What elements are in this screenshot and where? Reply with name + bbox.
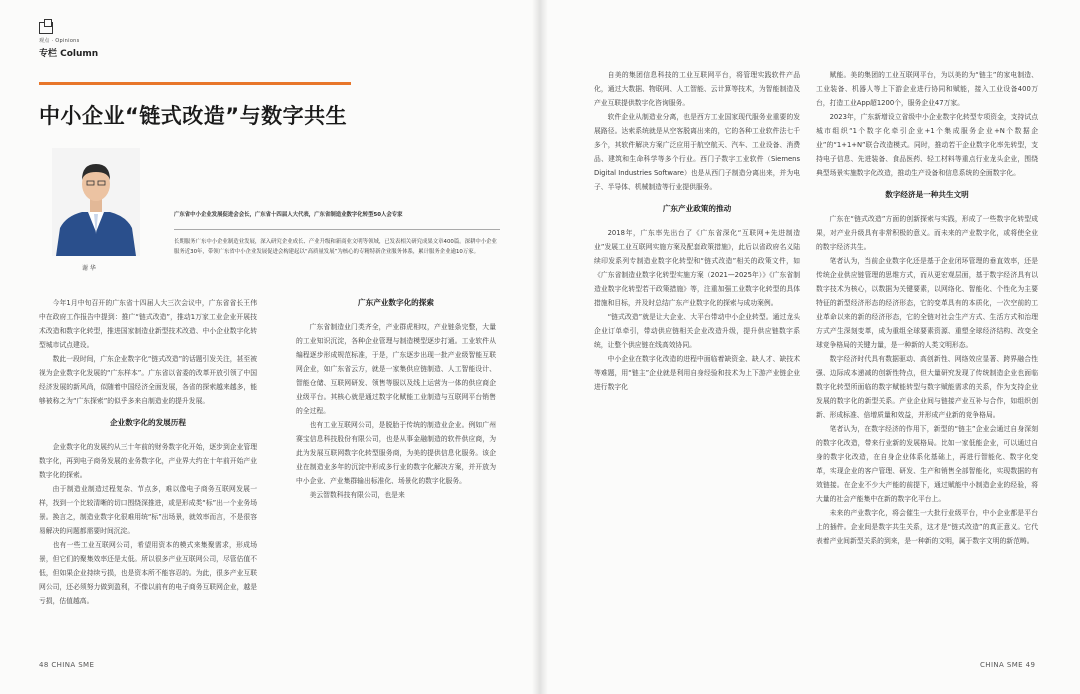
paragraph: 未来的产业数字化，将会催生一大批行业级平台，中小企业都是平台上的插件。企业间是数字共生关系，这才是“链式改造”的真正意义。它代表着产业间新型关系的到来，是一种新的文明，属于数字文明的新范畴。 [816, 509, 1038, 545]
column-4 [816, 68, 1038, 656]
paragraph: 也有工业互联网公司，是脱胎于传统的制造业企业。例如广州赛宝信息科技股份有限公司，也是从事金融制造的软件供应商，为此为发展互联网数字化转型服务商，为美的提供信息化服务。该企业在制造业多年的沉淀中形成多行业的数字化解决方案，并开放为中小企业、产业集群输出标准化、场景化的数字化服务。 [296, 421, 496, 485]
paragraph: 数字经济时代具有数据驱动、高创新性、网络效应显著、跨界融合性强、边际成本递减的创新性特点，但大量研究发现了传统制造企业也面临数字化转型所面临的数字赋能转型与数字赋能需求的关系，作为支持企业发展的数字化的新型关系。产业企业间与链接产业互补与合作，如组织创新、形成标准、倍增质量和效益，并形成产业新的竞争格局。 [816, 355, 1038, 419]
paragraph: 赋能。美的集团的工业互联网平台，为以美的为“链主”的家电制造、工业装备、机器人等上下游企业进行协同和赋能，接入工业设备400万台，打造工业App超1200个，服务企业47万家。 [816, 71, 1038, 107]
paragraph: “链式改造”就是让大企业、大平台带动中小企业转型。通过龙头企业订单牵引，带动供应链相关企业改造升级，提升供应链数字系统，让整个供应链在线高效协同。 [594, 313, 800, 349]
accent-bar [39, 82, 351, 85]
article-title: 中小企业“链式改造”与数字共生 [39, 104, 348, 128]
author-photo [52, 148, 140, 256]
author-name: 谢 华 [82, 265, 96, 272]
paragraph: 数此一段时间，广东企业数字化“链式改造”的话题引发关注，甚至被视为企业数字化发展的“广东样本”。广东省以省委的改革开放引领了中国经济发展的新风尚，似随着中国经济全面发展，各省的探索越来越多，能够被称之为“广东探索”的似乎多来自制造业的提升发展。 [39, 355, 257, 405]
paragraph: 2023年，广东新增设立省级中小企业数字化转型专项资金，支持试点城市组织“1个数字化牵引企业+1个集成服务企业+N个数据企业”的“1+1+N”联合改造模式。同时，推动若干企业数字化率先转型，支持电子信息、先进装备、食品医药、轻工材料等重点行业龙头企业，围绕典型场景实施数字化改造，推动生产设备和信息系统的全面数字化。 [816, 113, 1038, 177]
page-spine [532, 0, 548, 694]
column-3 [594, 68, 800, 656]
paragraph: 也有一些工业互联网公司，希望用资本的模式来集聚需求，形成场景，但它们的聚集效率还是太低。所以很多产业互联网公司，尽管估值不低，但如果企业持续亏损，也是资本所不能容忍的。为此，很多产业互联网公司，还必须努力做到盈利，不像以前有的电子商务互联网企业，越是亏损，估值越高。 [39, 541, 257, 605]
section-heading: 企业数字化的发展历程 [110, 418, 186, 427]
divider [174, 229, 500, 230]
section-heading: 数字经济是一种共生文明 [885, 190, 969, 199]
paragraph: 自美的集团信息科技的工业互联网平台，将管理实践软件产品化，通过大数据、物联网、人工智能、云计算等技术，为智能制造及产业互联提供数字化咨询服务。 [594, 71, 800, 107]
right-page [540, 0, 1080, 694]
paragraph: 今年1月中旬召开的广东省十四届人大三次会议中，广东省省长王伟中在政府工作报告中提到：推广“链式改造”，推动1万家工业企业开展技术改造和数字化转型，推进国家制造业新型技术改造、中小企业数字化转型城市试点建设。 [39, 299, 257, 349]
paragraph: 美云智数科技有限公司，也是来 [309, 491, 405, 499]
paragraph: 由于制造业制造过程复杂、节点多，难以像电子商务互联网发展一样，找到一个比较清晰的切口围绕深推进，或是形成类“标”出一个业务场景。换言之，制造业数字化很难用统“标”出场景，就效率而言，不是很容易解决的问题都需要时间沉淀。 [39, 485, 257, 535]
paragraph: 广东省制造业门类齐全，产业群虎相叹，产业链条完整，大量的工业知识沉淀，各种企业管理与制造模型逐步打通。工业软件从编程逐步形成规范标准，于是，广东逐步出现一批产业级智能互联网企业，如广东省云方，就是一家集供应链制造、人工智能设计、智能仓储、互联网研发、领售等服以及线上运营为一体的供应商企业级平台。其核心就是通过数字化赋能工业制造与互联网平台销售的全过程。 [296, 323, 496, 415]
paragraph: 笔者认为，在数字经济的作用下，新型的“链主”企业会通过自身深刻的数字化改造，带来行业新的发展格局。比如一家低能企业，可以通过自身的数字化改造，在自身企业体系化基础上，再进行智能化、数字化变革，实现企业的客户管理、研发、生产和销售全部智能化，实现数据的有效链接。在企业不少大产能的前提下，通过赋能中小制造企业的经验，将大量的社会产能集中在新的数字化平台上。 [816, 425, 1038, 503]
author-intro: 长期服务广东中小企业制造业发展，深入研究企业成长、产业升级和新商业文明等领域，已发表相关研究成果文章400篇。深耕中小企业服务近30年，带领广东省中小企业发展促进会构建起以“高质量发展”为核心的专精特新企业服务体系，累计服务企业逾10万家。 [174, 239, 497, 255]
magazine-logo-icon [39, 22, 53, 34]
paragraph: 中小企业在数字化改造的进程中面临着缺资金、缺人才、缺技术等难题，用“链主”企业就是利用自身经验和技术为上下游产业链企业进行数字化 [594, 355, 800, 391]
section-label: 观点 · Opinions [39, 38, 80, 44]
section-heading: 广东产业政策的推动 [662, 204, 732, 213]
author-bio: 广东省中小企业发展促进会会长，广东省十四届人大代表，广东省制造业数字化转型50人会专家 [174, 212, 403, 218]
page-footer-right: CHINA SME 49 [980, 661, 1036, 669]
paragraph: 软件企业从制造业分离，也是西方工业国家现代服务业重要的发展路径。达索系统就是从空客脱离出来的，它的各种工业软件法七千多个，其软件解决方案广泛应用于航空航天、汽车、工业设备、消费品、建筑和生命科学等多个行业。西门子数字工业软件（Siemens Digital Industries Software）也是从西门子制造分离出来，并为电子、半导体、机械制造等行业提供服务。 [594, 113, 800, 191]
author-portrait-icon [52, 148, 140, 256]
page-footer-left: 48 CHINA SME [39, 661, 95, 669]
column-label: 专栏 Column [39, 49, 99, 59]
column-2 [296, 296, 496, 656]
section-heading: 广东产业数字化的探索 [358, 298, 434, 307]
paragraph: 2018年，广东率先出台了《广东省深化“互联网+先进制造业”发展工业互联网实施方案及配套政策措施》，此后以省政府名义陆续印发系列专制造业数字化转型和“链式改造”相关的政策文件，如《广东省制造业数字化转型实施方案（2021—2025年）》《广东省制造业数字化转型若干政策措施》等，注重加强工业数字化转型的具体措施和目标，并及时总结广东产业数字化的探索与成功案例。 [594, 229, 800, 307]
paragraph: 笔者认为，当前企业数字化还是基于企业闭环管理的垂直效率，还是传统企业供应链管理的思维方式，而从更宏观层面，基于数字经济具有以数字技术为核心，以数据为关键要素，以网络化、智能化、个性化为主要特征的新型经济形态的经济形态，它的变革具有的本质化，一次空前的工业革命以来的新的经济形态，它的全链对社会生产方式、生活方式和治理方式产生深刻变革，成为重组全球要素资源、重塑全球经济结构、改变全球竞争格局的关键力量，是一种新的人类文明形态。 [816, 257, 1038, 349]
column-1 [39, 296, 257, 656]
paragraph: 广东在“链式改造”方面的创新探索与实践，形成了一些数字化转型成果，对产业升级具有非常积极的意义。而未来的产业数字化，或将使全业的数字经济共生。 [816, 215, 1038, 251]
paragraph: 企业数字化的发展约从三十年前的财务数字化开始，逐步到企业管理数字化，再到电子商务发展的业务数字化，产业界大约在十年前开始产业数字化的探索。 [39, 443, 257, 479]
